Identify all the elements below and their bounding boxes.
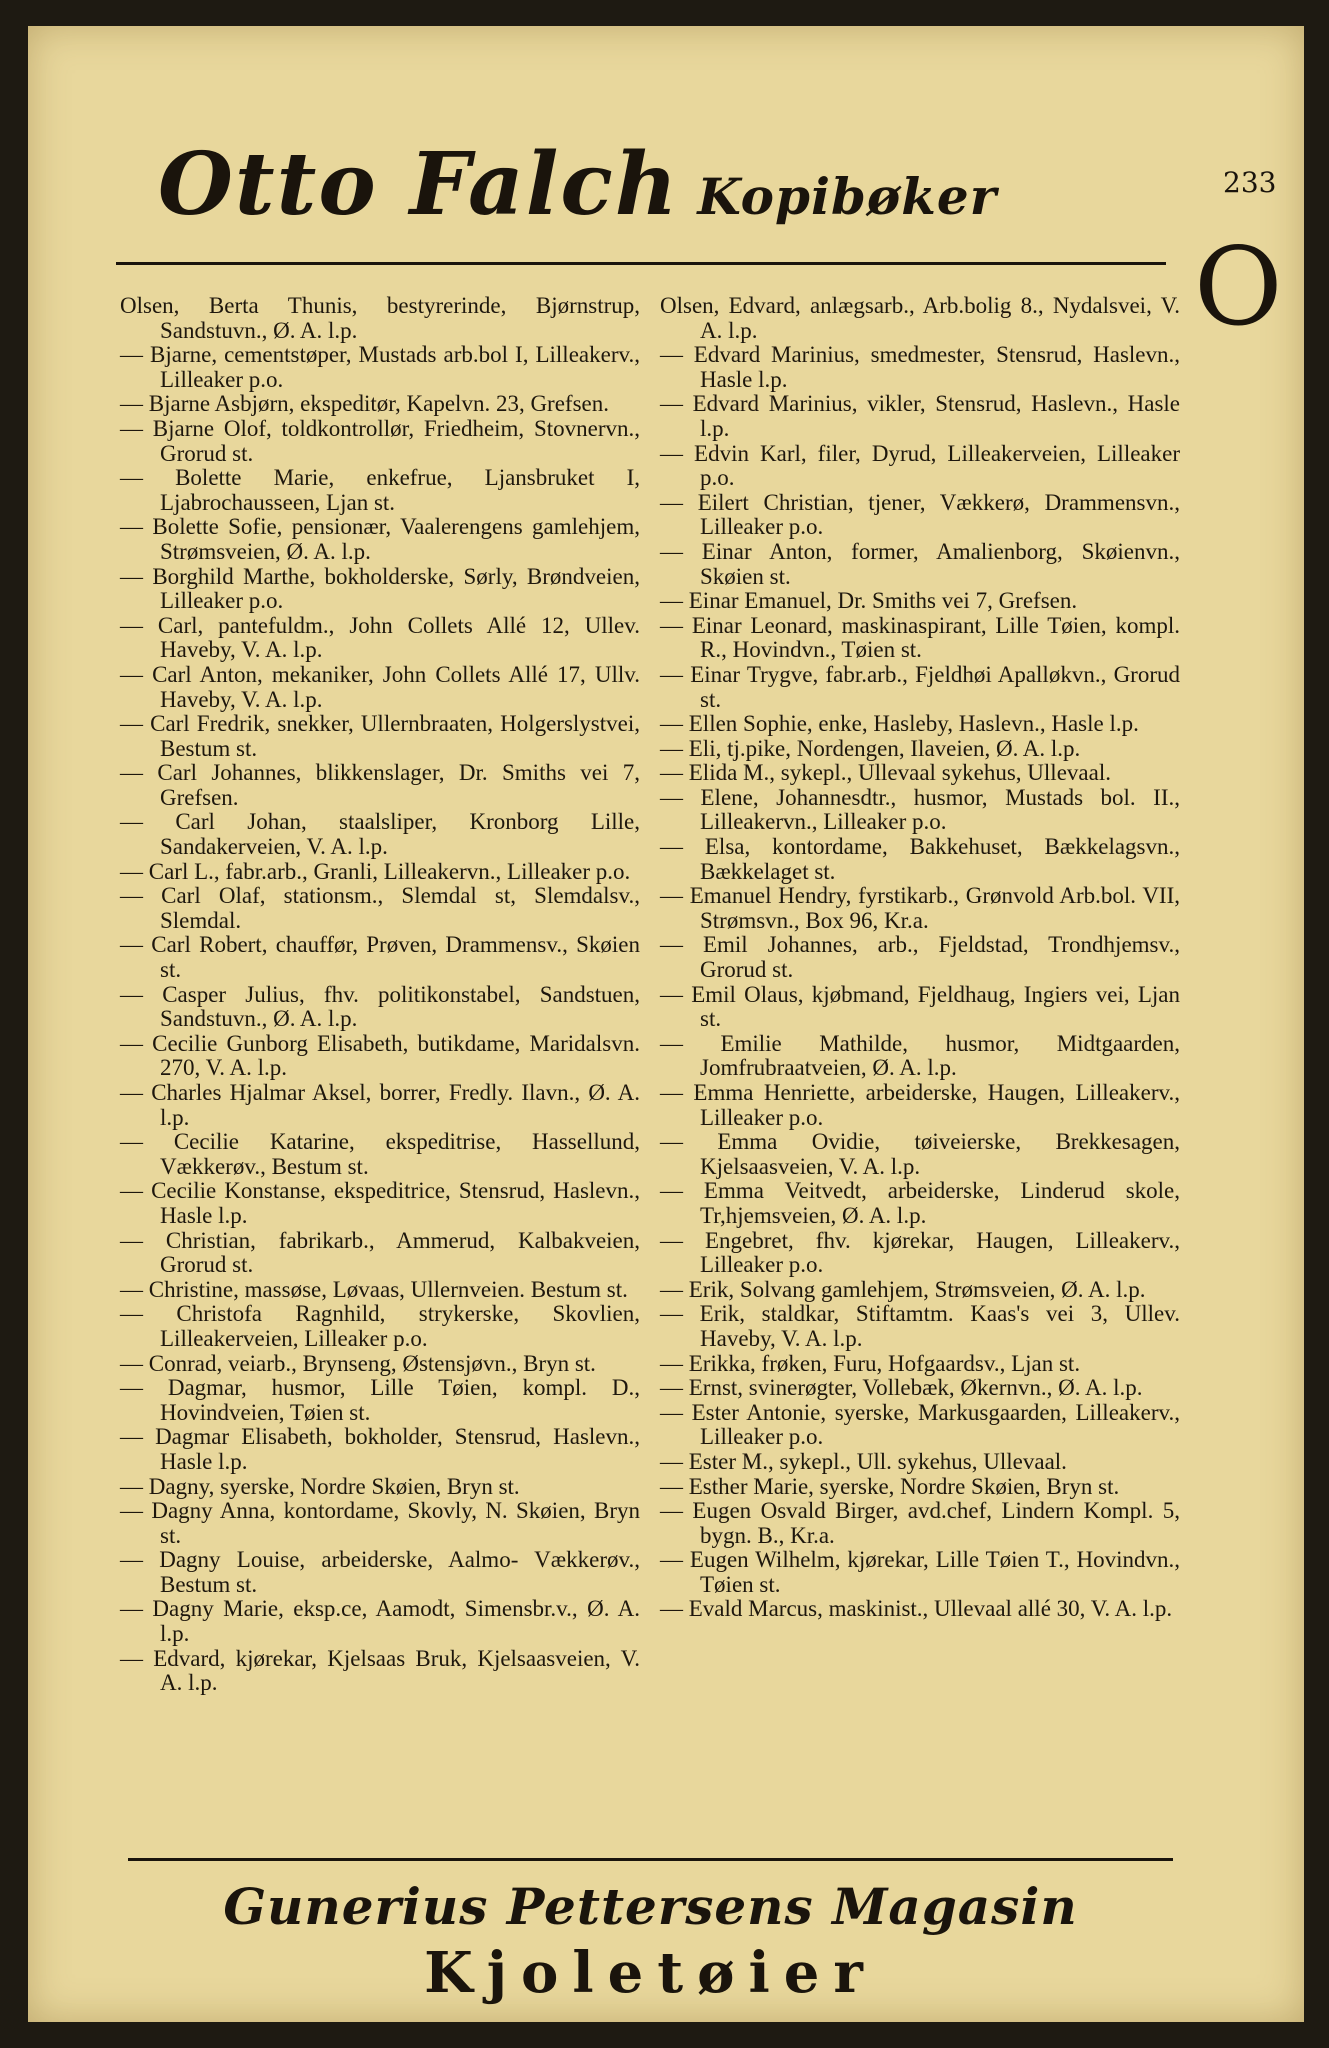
directory-entry: — Cecilie Katarine, ekspeditrise, Hassellund, Vækkerøv., Bestum st. <box>120 1129 640 1179</box>
directory-entry: — Erik, Solvang gamlehjem, Strømsveien, Ø. A. l.p. <box>660 1276 1146 1302</box>
directory-entry: — Emma Veitvedt, arbeiderske, Linderud skole, Tr,hjemsveien, Ø. A. l.p. <box>660 1178 1180 1228</box>
directory-entry: — Carl L., fabr.arb., Granli, Lilleakervn., Lilleaker p.o. <box>120 858 631 884</box>
directory-entry: — Engebret, fhv. kjørekar, Haugen, Lilleakerv., Lilleaker p.o. <box>660 1227 1180 1278</box>
directory-entry: — Edvard Marinius, vikler, Stensrud, Haslevn., Hasle l.p. <box>660 391 1180 441</box>
directory-entry: — Eugen Osvald Birger, avd.chef, Lindern Kompl. 5, bygn. B., Kr.a. <box>660 1498 1180 1548</box>
header-advertisement <box>158 134 1118 254</box>
directory-entry: — Casper Julius, fhv. politikonstabel, Sandstuen, Sandstuvn., Ø. A. l.p. <box>120 981 640 1032</box>
directory-entry: — Bjarne Asbjørn, ekspeditør, Kapelvn. 23, Grefsen. <box>120 391 609 417</box>
directory-entry: — Ester M., sykepl., Ull. sykehus, Ullevaal. <box>660 1448 1067 1474</box>
directory-entry: — Esther Marie, syerske, Nordre Skøien, Bryn st. <box>660 1473 1120 1499</box>
directory-entry: — Dagmar Elisabeth, bokholder, Stensrud, Haslevn., Hasle l.p. <box>120 1424 640 1474</box>
directory-entry: — Edvard, kjørekar, Kjelsaas Bruk, Kjelsaasveien, V. A. l.p. <box>120 1645 640 1696</box>
directory-entry: — Edvin Karl, filer, Dyrud, Lilleakerveien, Lilleaker p.o. <box>660 440 1180 491</box>
directory-page <box>28 26 1304 2022</box>
directory-entry: — Eilert Christian, tjener, Vækkerø, Drammensvn., Lilleaker p.o. <box>660 489 1180 540</box>
directory-entry: — Carl Olaf, stationsm., Slemdal st, Slemdalsv., Slemdal. <box>120 883 640 933</box>
directory-entry: — Bolette Marie, enkefrue, Ljansbruket I, Ljabrochausseen, Ljan st. <box>120 465 640 515</box>
directory-entry: — Christofa Ragnhild, strykerske, Skovlien, Lilleakerveien, Lilleaker p.o. <box>120 1301 640 1351</box>
header-brand: Otto Falch <box>158 134 680 235</box>
directory-entry: — Borghild Marthe, bokholderske, Sørly, Brøndveien, Lilleaker p.o. <box>120 563 640 614</box>
directory-entry: — Einar Leonard, maskinaspirant, Lille Tøien, kompl. R., Hovindvn., Tøien st. <box>660 612 1180 663</box>
directory-entry: — Bolette Sofie, pensionær, Vaalerengens gamlehjem, Strømsveien, Ø. A. l.p. <box>120 514 640 564</box>
left-column <box>120 294 640 1696</box>
directory-entry: — Carl Fredrik, snekker, Ullernbraaten, Holgerslystvei, Bestum st. <box>120 711 640 761</box>
directory-entry: — Einar Trygve, fabr.arb., Fjeldhøi Apalløkvn., Grorud st. <box>660 661 1180 712</box>
directory-entry: — Ellen Sophie, enke, Hasleby, Haslevn., Hasle l.p. <box>660 711 1139 737</box>
header-product: Kopibøker <box>697 167 998 226</box>
directory-entry: — Charles Hjalmar Aksel, borrer, Fredly. Ilavn., Ø. A. l.p. <box>120 1080 640 1130</box>
directory-entry: — Einar Anton, former, Amalienborg, Skøienvn., Skøien st. <box>660 538 1180 589</box>
directory-entry: — Emil Johannes, arb., Fjeldstad, Trondhjemsv., Grorud st. <box>660 932 1180 983</box>
footer-ad-line-2: Kjoletøier <box>424 1940 877 2006</box>
directory-entry: — Evald Marcus, maskinist., Ullevaal allé 30, V. A. l.p. <box>660 1596 1173 1622</box>
directory-entry: — Elsa, kontordame, Bakkehuset, Bækkelagsvn., Bækkelaget st. <box>660 834 1180 884</box>
footer-ad-line-1: Gunerius Pettersens Magasin <box>223 1877 1078 1936</box>
directory-entry: — Eugen Wilhelm, kjørekar, Lille Tøien T., Hovindvn., Tøien st. <box>660 1547 1180 1597</box>
directory-entry: Olsen, Edvard, anlægsarb., Arb.bolig 8., Nydalsvei, V. A. l.p. <box>660 293 1180 343</box>
footer-rule <box>128 1858 1173 1861</box>
section-letter: O <box>1194 225 1283 350</box>
directory-entry: — Bjarne, cementstøper, Mustads arb.bol I, Lilleakerv., Lilleaker p.o. <box>120 342 640 392</box>
directory-entry: — Cecilie Konstanse, ekspeditrice, Stensrud, Haslevn., Hasle l.p. <box>120 1178 640 1228</box>
directory-entry: — Dagny Marie, eksp.ce, Aamodt, Simensbr.v., Ø. A. l.p. <box>120 1596 640 1647</box>
header-rule <box>116 262 1166 265</box>
footer-advertisement <box>128 1874 1173 2014</box>
directory-entry: — Carl Johan, staalsliper, Kronborg Lille, Sandakerveien, V. A. l.p. <box>120 809 640 860</box>
directory-entry: — Carl Anton, mekaniker, John Collets Allé 17, Ullv. Haveby, V. A. l.p. <box>120 661 640 712</box>
directory-entry: — Carl Johannes, blikkenslager, Dr. Smiths vei 7, Grefsen. <box>120 760 640 810</box>
directory-entry: — Elida M., sykepl., Ullevaal sykehus, Ullevaal. <box>660 760 1111 786</box>
directory-entry: — Ernst, svinerøgter, Vollebæk, Økernvn., Ø. A. l.p. <box>660 1375 1143 1401</box>
directory-entry: — Edvard Marinius, smedmester, Stensrud, Haslevn., Hasle l.p. <box>660 342 1180 392</box>
page-number: 233 <box>1223 166 1277 199</box>
directory-entry: — Emma Henriette, arbeiderske, Haugen, Lilleakerv., Lilleaker p.o. <box>660 1080 1180 1130</box>
directory-entry: — Dagny Anna, kontordame, Skovly, N. Skøien, Bryn st. <box>120 1498 640 1548</box>
directory-entry: — Dagny, syerske, Nordre Skøien, Bryn st. <box>120 1473 520 1499</box>
directory-entry: — Carl Robert, chauffør, Prøven, Drammensv., Skøien st. <box>120 932 640 983</box>
directory-entry: — Dagny Louise, arbeiderske, Aalmo- Vækkerøv., Bestum st. <box>120 1547 640 1597</box>
directory-entry: — Ester Antonie, syerske, Markusgaarden, Lilleakerv., Lilleaker p.o. <box>660 1399 1180 1450</box>
directory-entry: — Einar Emanuel, Dr. Smiths vei 7, Grefsen. <box>660 588 1078 614</box>
directory-entry: — Emil Olaus, kjøbmand, Fjeldhaug, Ingiers vei, Ljan st. <box>660 981 1180 1032</box>
directory-entry: — Christian, fabrikarb., Ammerud, Kalbakveien, Grorud st. <box>120 1227 640 1278</box>
directory-entry: — Erik, staldkar, Stiftamtm. Kaas's vei 3, Ullev. Haveby, V. A. l.p. <box>660 1301 1180 1351</box>
right-column <box>660 294 1180 1622</box>
directory-entry: — Dagmar, husmor, Lille Tøien, kompl. D., Hovindveien, Tøien st. <box>120 1375 640 1425</box>
directory-entry: — Carl, pantefuldm., John Collets Allé 12, Ullev. Haveby, V. A. l.p. <box>120 612 640 663</box>
directory-entry: Olsen, Berta Thunis, bestyrerinde, Bjørnstrup, Sandstuvn., Ø. A. l.p. <box>120 293 640 343</box>
directory-entry: — Elene, Johannesdtr., husmor, Mustads bol. II., Lilleakervn., Lilleaker p.o. <box>660 784 1180 835</box>
directory-entry: — Emilie Mathilde, husmor, Midtgaarden, Jomfrubraatveien, Ø. A. l.p. <box>660 1030 1180 1081</box>
directory-entry: — Erikka, frøken, Furu, Hofgaardsv., Ljan st. <box>660 1350 1081 1376</box>
directory-entry: — Emma Ovidie, tøiveierske, Brekkesagen, Kjelsaasveien, V. A. l.p. <box>660 1129 1180 1179</box>
directory-entry: — Conrad, veiarb., Brynseng, Østensjøvn., Bryn st. <box>120 1350 596 1376</box>
directory-entry: — Cecilie Gunborg Elisabeth, butikdame, Maridalsvn. 270, V. A. l.p. <box>120 1030 640 1081</box>
directory-entry: — Bjarne Olof, toldkontrollør, Friedheim, Stovnervn., Grorud st. <box>120 415 640 466</box>
directory-entry: — Emanuel Hendry, fyrstikarb., Grønvold Arb.bol. VII, Strømsvn., Box 96, Kr.a. <box>660 883 1180 933</box>
directory-entry: — Eli, tj.pike, Nordengen, Ilaveien, Ø. A. l.p. <box>660 735 1081 761</box>
directory-entry: — Christine, massøse, Løvaas, Ullernveien. Bestum st. <box>120 1276 628 1302</box>
